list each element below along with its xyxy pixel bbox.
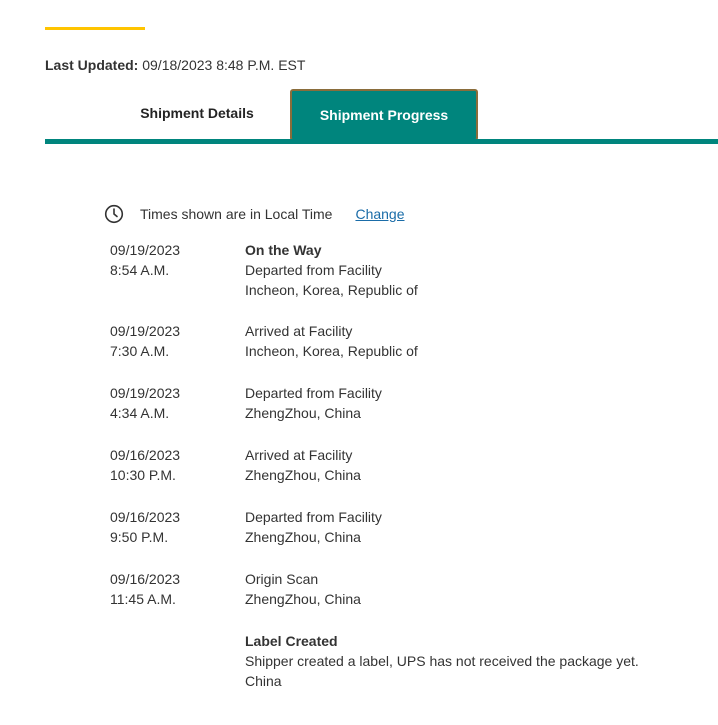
event-info [245, 445, 710, 485]
tracking-events-list [110, 240, 710, 713]
event-activity: Shipper created a label, UPS has not received the package yet. [245, 653, 639, 669]
event-location: ZhengZhou, China [245, 591, 361, 607]
event-info [245, 631, 710, 691]
event-location: ZhengZhou, China [245, 405, 361, 421]
event-date: 09/19/2023 [110, 385, 181, 401]
event-info [245, 569, 710, 609]
event-date: 09/16/2023 [110, 447, 181, 463]
event-time: 4:34 A.M. [110, 405, 170, 421]
list-item [110, 507, 710, 547]
event-info [245, 240, 710, 300]
event-activity: Departed from Facility [245, 509, 382, 525]
list-item [110, 631, 710, 691]
last-updated [45, 56, 305, 74]
timezone-text: Times shown are in Local Time [140, 206, 333, 222]
event-datetime [110, 383, 240, 423]
event-date: 09/16/2023 [110, 571, 181, 587]
event-info [245, 383, 710, 423]
list-item [110, 240, 710, 300]
event-time: 10:30 P.M. [110, 467, 176, 483]
event-activity: Departed from Facility [245, 385, 382, 401]
event-info [245, 507, 710, 547]
event-date: 09/19/2023 [110, 323, 181, 339]
event-date: 09/16/2023 [110, 509, 181, 525]
event-location: ZhengZhou, China [245, 467, 361, 483]
event-time: 8:54 A.M. [110, 262, 170, 278]
tab-shipment-progress[interactable]: Shipment Progress [290, 89, 478, 141]
list-item [110, 569, 710, 609]
timezone-notice [104, 203, 405, 225]
event-activity: Arrived at Facility [245, 323, 353, 339]
event-location: China [245, 673, 282, 689]
event-location: Incheon, Korea, Republic of [245, 282, 418, 298]
event-datetime [110, 445, 240, 485]
event-time: 7:30 A.M. [110, 343, 170, 359]
list-item [110, 321, 710, 361]
clock-icon [104, 204, 124, 224]
event-datetime [110, 321, 240, 361]
tab-bar [45, 89, 718, 144]
list-item [110, 383, 710, 423]
event-time: 9:50 P.M. [110, 529, 169, 545]
event-location: Incheon, Korea, Republic of [245, 343, 418, 359]
tab-underline [45, 139, 718, 144]
event-time: 11:45 A.M. [110, 591, 176, 607]
event-activity: Origin Scan [245, 571, 319, 587]
change-timezone-link[interactable]: Change [355, 206, 405, 222]
tab-shipment-details[interactable]: Shipment Details [140, 105, 254, 121]
accent-bar [45, 27, 145, 30]
event-info [245, 321, 710, 361]
event-date: 09/19/2023 [110, 242, 181, 258]
list-item [110, 445, 710, 485]
event-datetime [110, 569, 240, 609]
last-updated-label: Last Updated: [45, 57, 139, 73]
event-status: On the Way [245, 242, 322, 258]
event-status: Label Created [245, 633, 338, 649]
event-datetime [110, 507, 240, 547]
event-datetime [110, 240, 240, 280]
event-location: ZhengZhou, China [245, 529, 361, 545]
event-activity: Departed from Facility [245, 262, 382, 278]
last-updated-value: 09/18/2023 8:48 P.M. EST [142, 57, 306, 73]
event-activity: Arrived at Facility [245, 447, 353, 463]
